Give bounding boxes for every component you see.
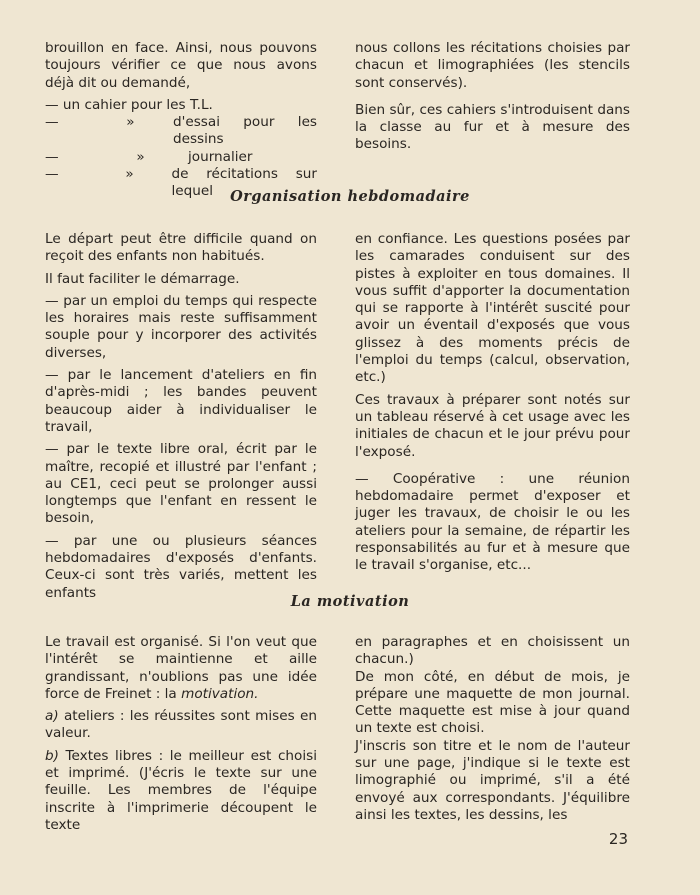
section1-right-column bbox=[355, 40, 630, 159]
paragraph: Le travail est organisé. Si l'on veut que l'intérêt se maintienne et aille grandissant, n'oublions pas une idée force de Freinet : la motivation. bbox=[45, 634, 317, 702]
section3-right-column bbox=[355, 634, 630, 829]
paragraph: Bien sûr, ces cahiers s'introduisent dans la classe au fur et à mesure des besoins. bbox=[355, 101, 630, 153]
paragraph: — Coopérative : une réunion hebdomadaire permet d'exposer et juger les travaux, de choisir le ou les ateliers pour la semaine, de répartir les responsabilités au fur et à mesure que le travail s'organise, etc... bbox=[355, 470, 630, 574]
paragraph: — par le texte libre oral, écrit par le maître, recopié et illustré par l'enfant ; au CE1, ceci peut se prolonger aussi longtemps que l'enfant en ressent le besoin, bbox=[45, 441, 317, 527]
paragraph: nous collons les récitations choisies par chacun et limographiées (les stencils sont conservés). bbox=[355, 40, 630, 91]
list-item: — » de récitations sur lequel bbox=[45, 166, 317, 200]
section2-right-column bbox=[355, 231, 630, 580]
section3-left-column bbox=[45, 634, 317, 839]
section-heading: La motivation bbox=[290, 593, 410, 610]
list-item: a) ateliers : les réussites sont mises en valeur. bbox=[45, 708, 317, 742]
paragraph: — par le lancement d'ateliers en fin d'après-midi ; les bandes peuvent beaucoup aider à individualiser le travail, bbox=[45, 367, 317, 435]
list-item: — » d'essai pour les dessins bbox=[45, 114, 318, 148]
section-heading: Organisation hebdomadaire bbox=[230, 188, 470, 205]
paragraph: Ces travaux à préparer sont notés sur un tableau réservé à cet usage avec les initiales de chacun et le jour prévu pour l'exposé. bbox=[355, 391, 630, 460]
paragraph: en confiance. Les questions posées par les camarades conduisent sur des pistes à exploiter en tous domaines. Il vous suffit d'apporter la documentation qui se rapporte à l'intérêt suscité pour avoir un éventail d'exposés que vous glissez à des moments précis de l'emploi du temps (calcul, observation, etc.) bbox=[355, 231, 630, 386]
paragraph: Il faut faciliter le démarrage. bbox=[45, 270, 240, 287]
paragraph: Le départ peut être difficile quand on reçoit des enfants non habitués. bbox=[45, 231, 317, 265]
list-item: — » journalier bbox=[45, 148, 253, 165]
page-number: 23 bbox=[608, 830, 628, 848]
section2-left-column bbox=[45, 231, 317, 607]
list-item: b) Textes libres : le meilleur est choisi et imprimé. (J'écris le texte sur une feuille. Les membres de l'équipe inscrite à l'imprimerie découpent le texte bbox=[45, 747, 317, 833]
paragraph: brouillon en face. Ainsi, nous pouvons toujours vérifier ce que nous avons déjà dit ou demandé, bbox=[45, 40, 317, 91]
paragraph: De mon côté, en début de mois, je prépare une maquette de mon journal. Cette maquette est mise à jour quand un texte est choisi. bbox=[355, 668, 630, 737]
paragraph: — par une ou plusieurs séances hebdomadaires d'exposés d'enfants. Ceux-ci sont très variés, mettent les enfants bbox=[45, 532, 317, 601]
paragraph: J'inscris son titre et le nom de l'auteur sur une page, j'indique si le texte est limographié ou imprimé, s'il a été envoyé aux correspondants. J'équilibre ainsi les textes, les dessins, les bbox=[355, 737, 630, 823]
section1-left-column bbox=[45, 40, 317, 201]
paragraph: en paragraphes et en choisissent un chacun.) bbox=[355, 634, 630, 668]
paragraph: — par un emploi du temps qui respecte les horaires mais reste suffisamment souple pour y incorporer des activités diverses, bbox=[45, 292, 317, 361]
paragraph: — un cahier pour les T.L. bbox=[45, 96, 213, 113]
